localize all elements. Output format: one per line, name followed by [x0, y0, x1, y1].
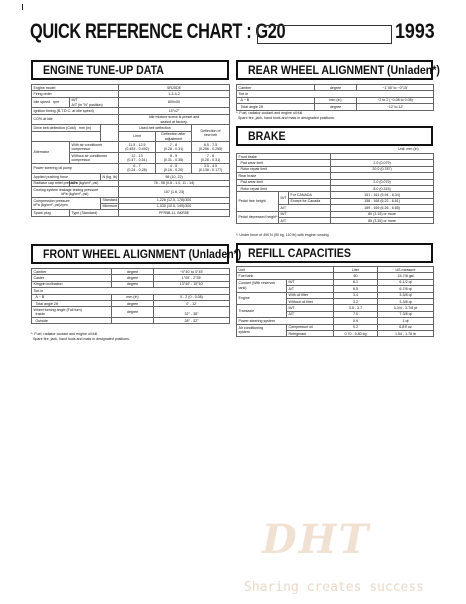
table-row: Idle speed rpm M/T A/T (in "N" position) 800±50	[32, 97, 230, 108]
table-row: Front brake	[237, 154, 434, 160]
table-row: Limit Deflection after adjustment	[32, 131, 230, 142]
table-row: Camber degree −0°40' to 0°45'	[32, 269, 230, 275]
table-row: Rotor repair limit 20.0 (0.787)	[237, 166, 434, 172]
table-row: Rear brake	[237, 173, 434, 179]
title-blank-box	[257, 25, 392, 44]
table-row: Caster degree 1°05' - 2°35'	[32, 275, 230, 281]
engine-tuneup-title: ENGINE TUNE-UP DATA	[31, 60, 229, 80]
table-row: Transaxle M/T 3.5 - 3.7 3-3/4 - 3-7/8 pt	[237, 305, 434, 311]
table-row: A − B mm (in) −2 to 2 (−0.08 to 0.08)	[237, 97, 434, 103]
table-row: Alternator With air conditioner compressor 11.5 - 12.5 (0.453 - 0.492) 7 - 8 (0.28 - 0.31) 6.5 - 7.5 (0.256 - 0.295)	[32, 142, 230, 153]
engine-tuneup-table	[31, 84, 230, 217]
table-row: Compression pressure kPa (kg/cm², psi)/rpm Standard 1,226 (12.5, 178)/300	[32, 197, 230, 203]
brake-title: BRAKE	[236, 126, 433, 146]
rear-alignment-table	[236, 84, 434, 111]
table-row: Camber degree −1°45' to −0°15'	[237, 85, 434, 91]
table-row: Wheel turning angle (Full turn) Inside degree 32° - 38°	[32, 307, 230, 318]
table-row: Pedal depressed height* M/T 80 (3.15) or more	[237, 211, 434, 217]
brake-note: *: Under force of 490 N (50 kg, 110 lb) with engine running	[236, 233, 329, 237]
table-row: Radiator cap relief pressure kPa (kg/cm², psi) 78 - 98 (0.8 - 1.0, 11 - 14)	[32, 180, 230, 186]
table-row: Engine model SR20DE	[32, 85, 230, 91]
table-row: Kingpin inclination degree 13°40' - 15°10'	[32, 281, 230, 287]
table-row: Unit Liter US measure	[237, 267, 434, 273]
table-row: Applied pushing force N (kg, lb) 98 (10, 22)	[32, 174, 230, 180]
table-row: A − B mm (in) 0 - 2 (0 - 0.08)	[32, 294, 230, 300]
brake-unit-note: Unit: mm (in)	[398, 147, 419, 151]
table-row: Rotor repair limit 8.0 (0.315)	[237, 185, 434, 191]
page-title: QUICK REFERENCE CHART : G20	[30, 20, 286, 43]
table-row: Pad wear limit 2.0 (0.079)	[237, 160, 434, 166]
table-row: Firing order 1-3-4-2	[32, 91, 230, 97]
front-alignment-table	[31, 268, 230, 324]
refill-title: REFILL CAPACITIES	[236, 243, 433, 263]
table-row: Pad wear limit 2.0 (0.079)	[237, 179, 434, 185]
table-row: Spark plug Type (Standard) PFR5B-11, BKR5E	[32, 210, 230, 216]
table-row: Outside 28° - 32°	[32, 317, 230, 323]
table-row: Total angle 2θ degree −12' to 12'	[237, 104, 434, 110]
table-row: CO% at idle Idle mixture screw is preset and sealed at factory.	[32, 114, 230, 125]
table-row: Without oil filter 3.2 3-3/8 qt	[237, 298, 434, 304]
table-row: Pedal free height M/T For CANADA 151 - 161 (5.94 - 6.34)	[237, 192, 434, 198]
watermark-logo: DHT	[262, 516, 371, 563]
margin-tick	[22, 4, 23, 10]
table-row: Ignition timing (B.T.D.C. at idle speed) 15°±2°	[32, 108, 230, 114]
table-row: A/T 85 (3.35) or more	[237, 217, 434, 223]
table-row: Power steering oil pump 6 - 7 (0.24 - 0.28) 4 - 5 (0.16 - 0.20) 3.5 - 4.5 (0.138 - 0.177)	[32, 163, 230, 174]
table-row: Drive belt deflection (Cold) mm (in) Used belt deflection Deflection of new belt	[32, 125, 230, 131]
table-row: A/T 7.0 7-3/8 qt	[237, 311, 434, 317]
table-row: Toe-in	[32, 288, 230, 294]
table-row: Toe-in	[237, 91, 434, 97]
table-row: A/T 159 - 169 (6.26 - 6.65)	[237, 205, 434, 211]
table-row: Power steering system 0.9 1 qt	[237, 318, 434, 324]
table-row: Total angle 2θ degree 0' - 12'	[32, 300, 230, 306]
page-year: 1993	[395, 20, 435, 43]
table-row: Minimum 1,030 (10.5, 149)/300	[32, 203, 230, 209]
front-alignment-title: FRONT WHEEL ALIGNMENT (Unladen*)	[31, 244, 229, 264]
front-alignment-note: *: Fuel, radiator coolant and engine oil full. Spare tire, jack, hand tools and mats in designated positions.	[31, 332, 130, 341]
table-row: Without air conditioner compressor 12 - 13 (0.47 - 0.51) 8 - 9 (0.31 - 0.35) 7 - 8 (0.28 - 0.31)	[32, 152, 230, 163]
rear-alignment-title: REAR WHEEL ALIGNMENT (Unladen*)	[236, 60, 433, 80]
rear-alignment-note: *: Fuel, radiator coolant and engine oil full. Spare tire, jack, hand tools and mats in designated positions.	[236, 111, 335, 120]
table-row: Engine With oil filter 3.4 3-5/8 qt	[237, 292, 434, 298]
table-row: Fuel tank 60 15-7/8 gal	[237, 273, 434, 279]
table-row: Refrigerant 0.70 - 0.80 kg 1.54 - 1.76 lb	[237, 330, 434, 336]
refill-table	[236, 266, 434, 337]
table-row: Cooling system leakage testing pressure kPa (kg/cm², psi) 157 (1.6, 23)	[32, 186, 230, 197]
watermark-text: Sharing creates success	[244, 580, 425, 595]
table-row: Air conditioning system Compressor oil 0.2 6.8 fl oz	[237, 324, 434, 330]
table-row: Except for Canada 158 - 168 (6.22 - 6.61)	[237, 198, 434, 204]
brake-table	[236, 153, 434, 224]
table-row: Coolant (With reservoir tank) M/T 6.1 6-1/2 qt	[237, 279, 434, 285]
table-row: A/T 6.5 6-7/8 qt	[237, 286, 434, 292]
